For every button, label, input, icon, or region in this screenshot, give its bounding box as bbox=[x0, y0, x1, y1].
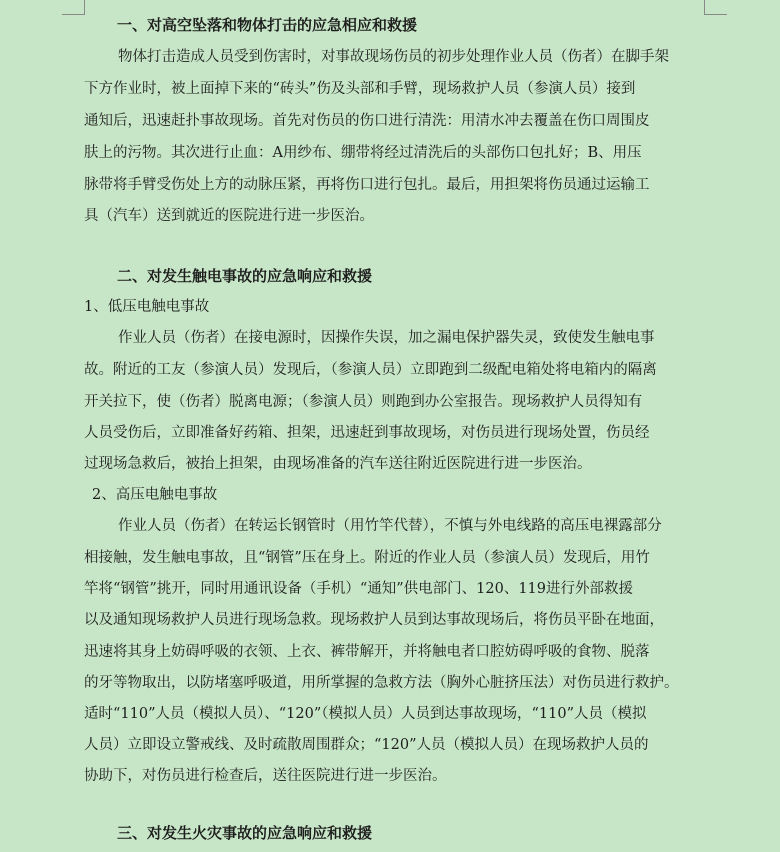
sub2-line: 以及通知现场救护人员进行现场急救。现场救护人员到达事故现场后，将伤员平卧在地面， bbox=[84, 612, 664, 628]
sub2-line: 协助下，对伤员进行检查后，送往医院进行进一步医治。 bbox=[84, 768, 447, 784]
sub1-line: 故。附近的工友（参演人员）发现后，（参演人员）立即跑到二级配电箱处将电箱内的隔离 bbox=[84, 362, 657, 378]
sub1-line: 过现场急救后，被抬上担架，由现场准备的汽车送往附近医院进行进一步医治。 bbox=[84, 456, 592, 472]
subsection-title-high-voltage: 2、高压电触电事故 bbox=[92, 487, 218, 503]
sub1-line: 作业人员（伤者）在接电源时，因操作失误，加之漏电保护器失灵，致使发生触电事 bbox=[118, 330, 655, 346]
sub1-line: 开关拉下，使（伤者）脱离电源；（参演人员）则跑到办公室报告。现场救护人员得知有 bbox=[84, 394, 643, 410]
section1-line: 通知后，迅速赶扑事故现场。首先对伤员的伤口进行清洗：用清水冲去覆盖在伤口周围皮 bbox=[84, 113, 650, 129]
sub2-line: 作业人员（伤者）在转运长钢管时（用竹竿代替），不慎与外电线路的高压电裸露部分 bbox=[118, 518, 662, 534]
sub2-line: 竿将“钢管”挑开，同时用通讯设备（手机）“通知”供电部门、120、119进行外部救援 bbox=[84, 581, 634, 597]
sub2-line: 的牙等物取出，以防堵塞呼吸道，用所掌握的急救方法（胸外心脏挤压法）对伤员进行救护。 bbox=[84, 675, 679, 691]
section1-line: 肤上的污物。其次进行止血：A用纱布、绷带将经过清洗后的头部伤口包扎好；B、用压 bbox=[84, 145, 642, 161]
section1-heading: 一、对高空坠落和物体打击的应急相应和救援 bbox=[117, 16, 418, 34]
sub2-line: 相接触，发生触电事故，且“钢管”压在身上。附近的作业人员（参演人员）发现后，用竹 bbox=[84, 550, 650, 566]
sub2-line: 适时“110”人员（模拟人员）、“120”（模拟人员）人员到达事故现场，“110”人员（模拟 bbox=[84, 706, 647, 722]
section3-heading: 三、对发生火灾事故的应急响应和救援 bbox=[117, 824, 373, 842]
sub2-line: 迅速将其身上妨碍呼吸的衣领、上衣、裤带解开，并将触电者口腔妨碍呼吸的食物、脱落 bbox=[84, 644, 650, 660]
subsection-title-low-voltage: 1、低压电触电事故 bbox=[84, 299, 210, 315]
sub1-line: 人员受伤后，立即准备好药箱、担架，迅速赶到事故现场，对伤员进行现场处置，伤员经 bbox=[84, 425, 650, 441]
crop-mark-top-right bbox=[704, 0, 727, 15]
section1-line: 下方作业时，被上面掉下来的“砖头”伤及头部和手臂，现场救护人员（参演人员）接到 bbox=[84, 81, 636, 97]
section1-line: 具（汽车）送到就近的医院进行进一步医治。 bbox=[84, 208, 374, 224]
section1-line: 物体打击造成人员受到伤害时，对事故现场伤员的初步处理作业人员（伤者）在脚手架 bbox=[118, 49, 669, 65]
sub2-line: 人员）立即设立警戒线、及时疏散周围群众；“120”人员（模拟人员）在现场救护人员的 bbox=[84, 737, 649, 753]
section1-line: 脉带将手臂受伤处上方的动脉压紧，再将伤口进行包扎。最后，用担架将伤员通过运输工 bbox=[84, 177, 650, 193]
crop-mark-top-left bbox=[62, 0, 85, 15]
section2-heading: 二、对发生触电事故的应急响应和救援 bbox=[117, 267, 373, 285]
